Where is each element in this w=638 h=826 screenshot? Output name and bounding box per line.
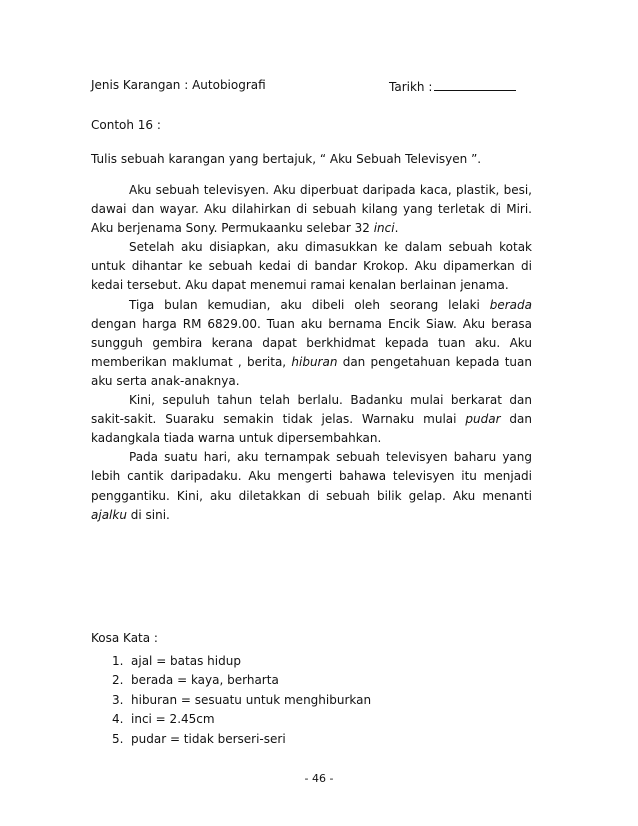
- essay-p3-text-a: Tiga bulan kemudian, aku dibeli oleh seorang lelaki: [129, 297, 490, 312]
- essay-p3-text-b: dengan harga RM 6829.00. Tuan aku bernama Encik Siaw. Aku berasa sungguh gembira kerana dapat berkhidmat kepada tuan aku. Aku memberikan maklumat , berita,: [91, 316, 532, 369]
- essay-p5-italic-ajalku: ajalku: [91, 507, 127, 522]
- kosa-kata-list: [112, 652, 371, 749]
- task-instruction: Tulis sebuah karangan yang bertajuk, “ Aku Sebuah Televisyen ”.: [91, 152, 482, 166]
- list-item-number: 4.: [112, 712, 124, 727]
- contoh-label: Contoh 16 :: [91, 118, 161, 132]
- essay-paragraph-3: [91, 296, 532, 391]
- essay-p1-text-b: .: [394, 221, 399, 236]
- tarikh-label: Tarikh :: [389, 80, 433, 94]
- essay-p3-text-c: dan pengetahuan kepada tuan aku serta anak-anaknya.: [91, 354, 532, 388]
- essay-paragraph-4: [91, 391, 532, 448]
- list-item-number: 3.: [112, 692, 124, 707]
- jenis-karangan-label: Jenis Karangan : Autobiografi: [91, 78, 266, 92]
- list-item: [112, 671, 371, 690]
- list-item: [112, 710, 371, 729]
- essay-p1-text-a: Aku sebuah televisyen. Aku diperbuat daripada kaca, plastik, besi, dawai dan wayar. Aku dilahirkan di sebuah kilang yang terletak di Miri. Aku berjenama Sony. Permukaanku selebar 32: [91, 183, 532, 236]
- tarikh-field: [389, 78, 516, 94]
- essay-p5-text-b: di sini.: [126, 507, 170, 522]
- list-item-text: berada = kaya, berharta: [131, 673, 279, 688]
- page-number: - 46 -: [304, 772, 334, 785]
- essay-p4-italic-pudar: pudar: [465, 412, 501, 427]
- kosa-kata-title: Kosa Kata :: [91, 631, 158, 645]
- list-item-number: 1.: [112, 654, 124, 668]
- essay-body: [91, 181, 532, 525]
- essay-p4-text-b: dan kadangkala tiada warna untuk dipersembahkan.: [91, 412, 532, 446]
- essay-p3-italic-berada: berada: [489, 297, 532, 312]
- essay-paragraph-2: Setelah aku disiapkan, aku dimasukkan ke dalam sebuah kotak untuk dihantar ke sebuah kedai di bandar Krokop. Aku dipamerkan di kedai tersebut. Aku dapat menemui ramai kenalan berlainan jenama.: [91, 240, 532, 293]
- list-item-text: ajal = batas hidup: [131, 654, 241, 668]
- list-item-text: hiburan = sesuatu untuk menghiburkan: [131, 692, 372, 707]
- tarikh-blank-line: [434, 78, 516, 91]
- list-item-number: 5.: [112, 731, 124, 746]
- list-item: [112, 652, 371, 671]
- essay-p4-text-a: Kini, sepuluh tahun telah berlalu. Badanku mulai berkarat dan sakit-sakit. Suaraku semakin tidak jelas. Warnaku mulai: [91, 393, 532, 427]
- essay-paragraph-1: [91, 181, 532, 238]
- header-row: [91, 78, 528, 96]
- list-item-text: pudar = tidak berseri-seri: [131, 731, 286, 746]
- list-item-number: 2.: [112, 673, 124, 688]
- list-item: [112, 730, 371, 749]
- list-item-text: inci = 2.45cm: [131, 712, 215, 727]
- essay-paragraph-5: [91, 448, 532, 524]
- essay-p1-italic-inci: inci: [373, 221, 395, 236]
- essay-p3-italic-hiburan: hiburan: [291, 354, 338, 369]
- list-item: [112, 691, 371, 710]
- essay-p5-text-a: Pada suatu hari, aku ternampak sebuah televisyen baharu yang lebih cantik daripadaku. Aku mengerti bahawa televisyen itu menjadi penggantiku. Kini, aku diletakkan di sebuah bilik gelap. Aku menanti: [91, 450, 532, 503]
